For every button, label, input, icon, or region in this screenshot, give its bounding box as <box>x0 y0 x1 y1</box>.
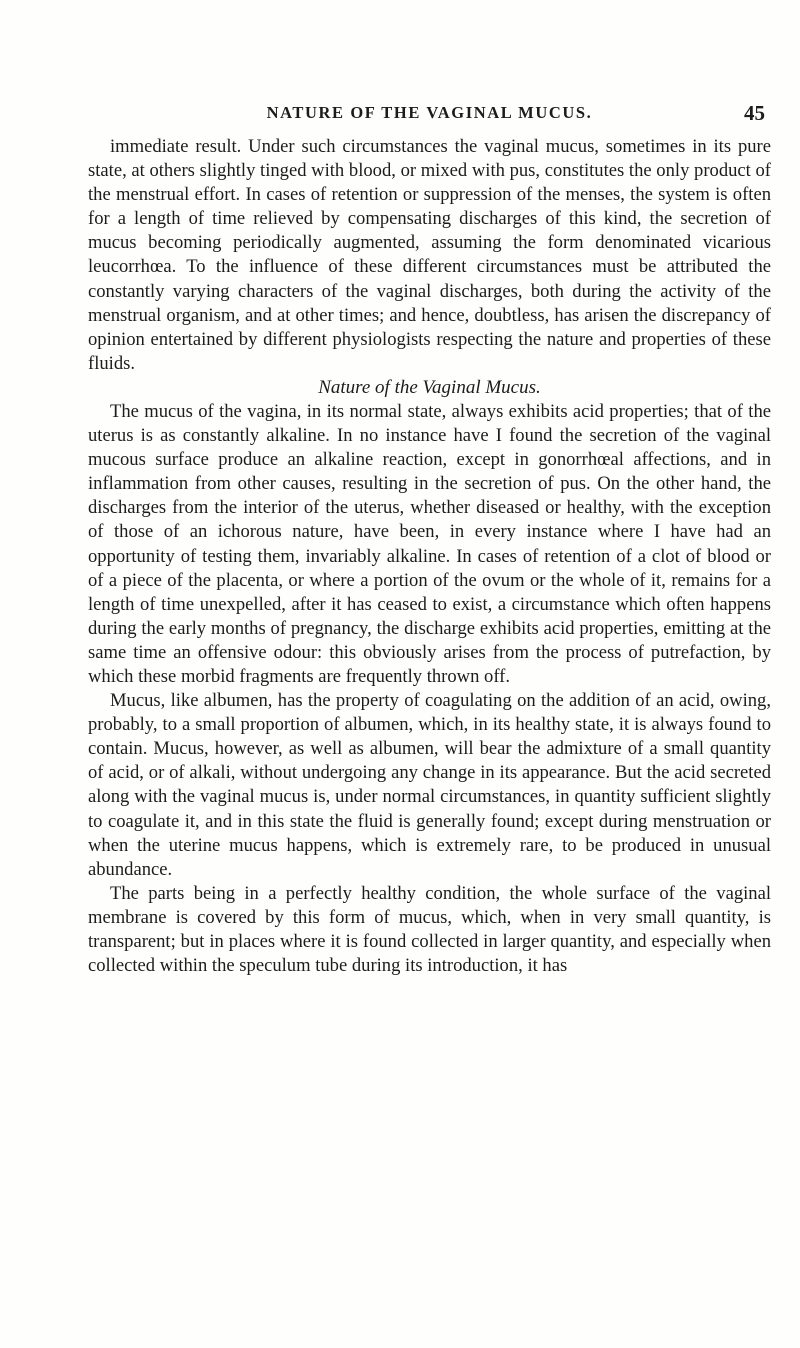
paragraph-continuation: immediate result. Under such circumstances the vaginal mucus, sometimes in its pure state, at others slightly tinged with blood, or mixed with pus, constitutes the only product of the menstrual effort. In cases of retention or suppression of the menses, the system is often for a length of time relieved by compensating discharges of this kind, the secretion of mucus becoming periodically augmented, assuming the form denominated vicarious leucorrhœa. To the influence of these different circumstances must be attributed the constantly varying characters of the vaginal discharges, both during the activity of the menstrual organism, and at other times; and hence, doubtless, has arisen the discrepancy of opinion entertained by different physiologists respecting the nature and properties of these fluids. <box>88 136 771 374</box>
running-head <box>88 98 771 128</box>
body-text <box>88 135 771 978</box>
paragraph-healthy-condition: The parts being in a perfectly healthy condition, the whole surface of the vaginal membrane is covered by this form of mucus, which, when in very small quantity, is transparent; but in places where it is found collected in larger quantity, and especially when collected within the speculum tube during its introduction, it has <box>88 882 771 977</box>
page-number: 45 <box>744 101 765 125</box>
paragraph-albumen: Mucus, like albumen, has the property of coagulating on the addition of an acid, owing, probably, to a small proportion of albumen, which, in its healthy state, it is always found to contain. Mucus, however, as well as albumen, will bear the admixture of a small quantity of acid, or of alkali, without undergoing any change in its appearance. But the acid secreted along with the vaginal mucus is, under normal circumstances, in quantity sufficient slightly to coagulate it, and in this state the fluid is generally found; except during menstruation or when the uterine mucus happens, which is extremely rare, to be produced in unusual abundance. <box>88 690 771 880</box>
running-title: NATURE OF THE VAGINAL MUCUS. <box>266 103 593 122</box>
section-heading: Nature of the Vaginal Mucus. <box>318 376 541 398</box>
paragraph-acid-properties: The mucus of the vagina, in its normal state, always exhibits acid properties; that of the uterus is as constantly alkaline. In no instance have I found the secretion of the vaginal mucous surface produce an alkaline reaction, except in gonorrhœal affections, and in inflammation from other causes, resulting in the secretion of pus. On the other hand, the discharges from the interior of the uterus, whether diseased or healthy, with the exception of those of an ichorous nature, have been, in every instance where I have had an opportunity of testing them, invariably alkaline. In cases of retention of a clot of blood or of a piece of the placenta, or where a portion of the ovum or the whole of it, remains for a length of time unexpelled, after it has ceased to exist, a circumstance which often happens during the early months of pregnancy, the discharge exhibits acid properties, emitting at the same time an offensive odour: this obviously arises from the process of putrefaction, by which these morbid fragments are frequently thrown off. <box>88 400 771 687</box>
